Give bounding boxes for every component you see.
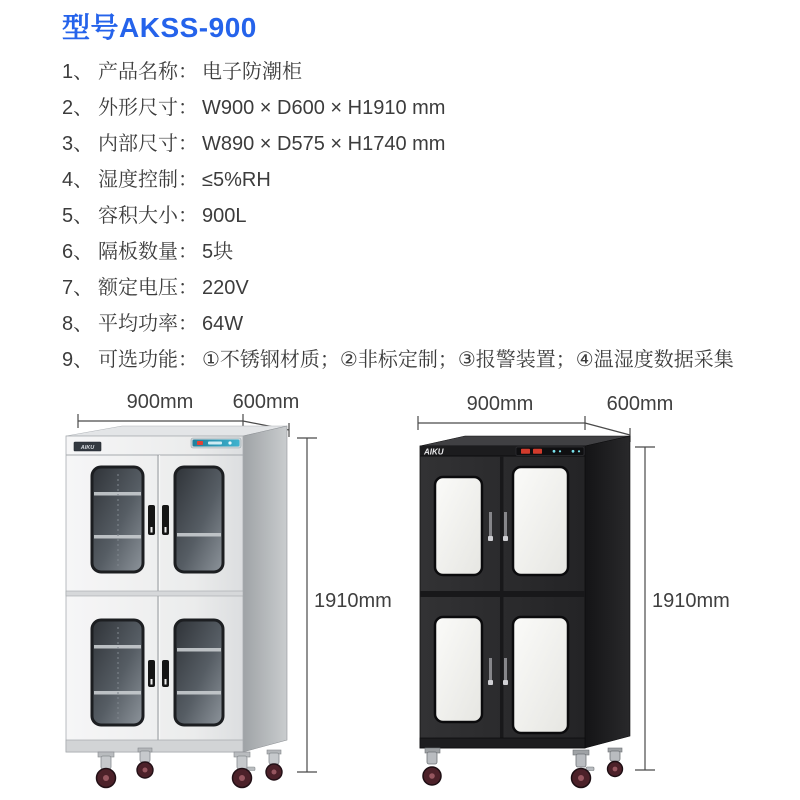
spec-row-options	[62, 349, 772, 372]
spec-label: 可选功能：	[98, 349, 198, 371]
height-dimension-label: 1910mm	[652, 590, 730, 612]
spec-value: 220V	[202, 277, 249, 299]
spec-label: 平均功率：	[98, 313, 198, 335]
cabinet-body	[420, 436, 630, 748]
spec-row-outer-size	[62, 97, 772, 120]
figure-silver-cabinet	[58, 386, 398, 798]
page-title: 型号AKSS-900	[62, 12, 257, 43]
spec-label: 隔板数量：	[98, 241, 198, 263]
spec-number: 6、	[62, 241, 94, 263]
door-window-lower-right	[513, 617, 568, 733]
caster-back-right	[266, 750, 282, 780]
spec-row-power	[62, 313, 772, 336]
width-dimension-label: 900mm	[126, 391, 194, 413]
spec-row-inner-size	[62, 133, 772, 156]
shelf	[177, 691, 221, 695]
spec-number: 1、	[62, 61, 94, 83]
caster-back-left	[137, 748, 153, 778]
door-window-lower-right	[175, 620, 223, 725]
spec-label: 容积大小：	[98, 205, 198, 227]
spec-value: W900 × D600 × H1910 mm	[202, 97, 446, 119]
spec-row-voltage	[62, 277, 772, 300]
caster-front-right	[572, 750, 595, 788]
control-panel-display	[191, 438, 241, 448]
shelf	[177, 533, 221, 537]
spec-label: 产品名称：	[98, 61, 198, 83]
cabinet-body	[66, 426, 287, 752]
door-window-upper-right	[175, 467, 223, 572]
display-red-digits	[533, 449, 542, 454]
display-red-digits	[197, 441, 203, 445]
spec-value: ≤5%RH	[202, 169, 271, 191]
casters	[97, 748, 283, 788]
cabinet-side-face	[585, 436, 630, 748]
spec-value: 电子防潮柜	[202, 61, 302, 83]
shelf	[177, 648, 221, 652]
door-window-lower-left	[435, 617, 482, 722]
brand-logo: AIKU	[80, 444, 95, 451]
cabinet-base	[420, 738, 585, 748]
door-window-upper-left	[435, 477, 482, 575]
spec-label: 外形尺寸：	[98, 97, 198, 119]
spec-row-volume	[62, 205, 772, 228]
caster-front-right	[233, 752, 256, 788]
spec-row-shelves	[62, 241, 772, 264]
spec-number: 8、	[62, 313, 94, 335]
depth-dimension-label: 600mm	[232, 391, 300, 413]
silver-cabinet-illustration	[58, 386, 398, 798]
middle-divider	[66, 591, 243, 596]
spec-value: 5块	[202, 241, 234, 263]
cabinet-side-face	[243, 426, 287, 752]
spec-number: 9、	[62, 349, 94, 371]
door-window-upper-right	[513, 467, 568, 575]
spec-list	[62, 61, 772, 385]
spec-number: 4、	[62, 169, 94, 191]
casters	[423, 748, 623, 788]
center-door-seam	[500, 456, 504, 740]
caster-back-right	[608, 748, 623, 777]
figure-black-cabinet	[396, 386, 741, 798]
spec-number: 2、	[62, 97, 94, 119]
spec-row-product-name	[62, 61, 772, 84]
spec-value: 64W	[202, 313, 244, 335]
control-panel-display	[516, 447, 584, 456]
cabinet-base	[66, 740, 243, 752]
spec-value: W890 × D575 × H1740 mm	[202, 133, 446, 155]
caster-front-left	[423, 748, 441, 785]
depth-dimension-label: 600mm	[606, 393, 674, 415]
middle-divider	[420, 591, 585, 597]
spec-label: 额定电压：	[98, 277, 198, 299]
spec-value: 900L	[202, 205, 247, 227]
black-cabinet-illustration	[396, 386, 741, 798]
brand-logo: AIKU	[424, 447, 444, 457]
spec-label: 内部尺寸：	[98, 133, 198, 155]
spec-label: 湿度控制：	[98, 169, 198, 191]
spec-value: ①不锈钢材质；②非标定制；③报警装置；④温湿度数据采集	[202, 349, 734, 371]
width-dimension-line	[418, 416, 585, 430]
caster-front-left	[97, 752, 116, 788]
width-dimension-label: 900mm	[466, 393, 534, 415]
spec-number: 5、	[62, 205, 94, 227]
spec-number: 3、	[62, 133, 94, 155]
spec-number: 7、	[62, 277, 94, 299]
display-red-digits	[521, 449, 530, 454]
height-dimension-label: 1910mm	[314, 590, 392, 612]
spec-row-humidity	[62, 169, 772, 192]
